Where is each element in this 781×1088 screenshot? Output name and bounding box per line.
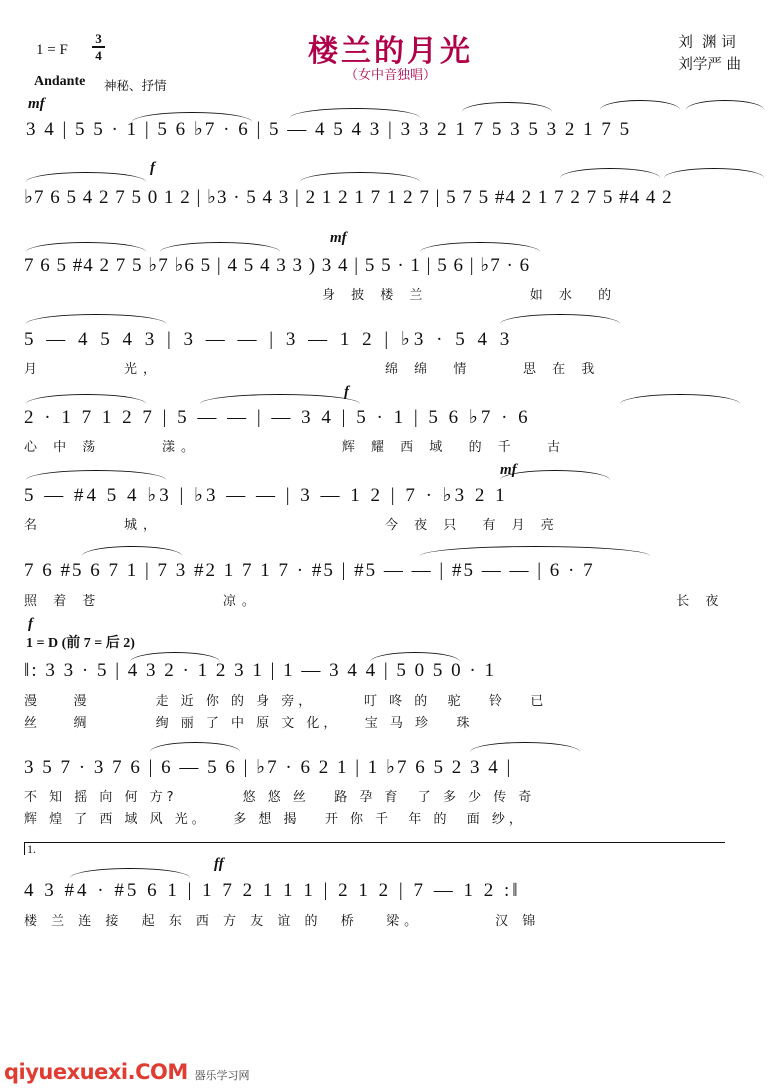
slur bbox=[200, 394, 360, 404]
slur bbox=[26, 314, 166, 324]
slur bbox=[560, 168, 660, 178]
notation-line-10: 4 3 #4 · #5 6 1 | 1 7 2 1 1 1 | 2 1 2 | 7 — 1 2 :‖ bbox=[24, 880, 521, 901]
slur bbox=[82, 546, 182, 556]
slur bbox=[70, 868, 190, 878]
lyrics-line-9-verse2: 辉 煌 了 西 域 风 光。 多 想 揭 开 你 千 年 的 面 纱， bbox=[24, 812, 526, 827]
time-signature-denominator: 4 bbox=[95, 47, 102, 63]
slur bbox=[420, 546, 650, 556]
notation-line-5: 2 · 1 7 1 2 7 | 5 — — | — 3 4 | 5 · 1 | 5 6 ♭7 · 6 bbox=[24, 407, 531, 428]
slur bbox=[300, 172, 420, 182]
watermark-domain: .COM bbox=[127, 1060, 188, 1084]
key-change-marking: 1 = D (前 7 = 后 2) bbox=[26, 636, 135, 651]
song-subtitle: （女中音独唱） bbox=[344, 68, 436, 83]
slur bbox=[620, 394, 740, 404]
expression-marking: 神秘、抒情 bbox=[104, 78, 167, 93]
tempo-marking: Andante bbox=[34, 74, 86, 89]
watermark-brand: qiyuexuexi bbox=[4, 1060, 128, 1084]
dynamic-ff-10: ff bbox=[214, 856, 224, 872]
dynamic-mf-1: mf bbox=[28, 96, 45, 112]
slur bbox=[664, 168, 764, 178]
lyrics-line-10: 楼 兰 连 接 起 东 西 方 友 谊 的 桥 梁。 汉 锦 bbox=[24, 914, 541, 929]
slur bbox=[26, 470, 166, 480]
slur bbox=[26, 172, 146, 182]
dynamic-mf-6: mf bbox=[500, 462, 517, 478]
lyrics-line-9-verse1: 不 知 摇 向 何 方? 悠 悠 丝 路 孕 育 了 多 少 传 奇 bbox=[24, 790, 536, 805]
music-system-10 bbox=[0, 842, 781, 929]
slur bbox=[150, 742, 240, 752]
notation-line-6: 5 — #4 5 4 ♭3 | ♭3 — — | 3 — 1 2 | 7 · ♭3 2 1 bbox=[24, 485, 508, 506]
dynamic-f-2: f bbox=[150, 160, 155, 176]
music-system-8 bbox=[0, 616, 781, 731]
slur bbox=[26, 394, 146, 404]
notation-line-9: 3 5 7 · 3 7 6 | 6 — 5 6 | ♭7 · 6 2 1 | 1 ♭7 6 5 2 3 4 | bbox=[24, 757, 513, 778]
music-system-4 bbox=[0, 306, 781, 382]
slur bbox=[290, 108, 420, 118]
score-header bbox=[0, 0, 781, 96]
lyrics-line-7: 照 着 苍 凉。 长 夜 bbox=[24, 594, 725, 609]
slur bbox=[470, 742, 580, 752]
slur bbox=[500, 314, 620, 324]
music-system-3 bbox=[0, 228, 781, 306]
dynamic-f-5: f bbox=[344, 384, 349, 400]
credits bbox=[678, 32, 741, 77]
lyrics-line-5: 心 中 荡 漾。 辉 耀 西 域 的 千 古 bbox=[24, 440, 567, 455]
dynamic-f-8: f bbox=[28, 616, 33, 632]
lyrics-line-6: 名 城， 今 夜 只 有 月 亮 bbox=[24, 518, 560, 533]
lyrics-line-8-verse2: 丝 绸 绚 丽 了 中 原 文 化， 宝 马 珍 珠 bbox=[24, 716, 474, 731]
watermark-tagline: 器乐学习网 bbox=[194, 1069, 250, 1082]
lyricist-credit: 刘 渊 词 bbox=[678, 35, 736, 51]
music-system-1 bbox=[0, 96, 781, 158]
notation-line-3: 7 6 5 #4 2 7 5 ♭7 ♭6 5 | 4 5 4 3 3 ) 3 4 | 5 5 · 1 | 5 6 | ♭7 · 6 bbox=[24, 255, 531, 276]
first-ending-line bbox=[24, 842, 725, 855]
song-title: 楼兰的月光 bbox=[308, 34, 473, 69]
slur bbox=[462, 102, 552, 112]
lyrics-line-4: 月 光， 绵 绵 情 思 在 我 bbox=[24, 362, 601, 377]
music-system-7 bbox=[0, 536, 781, 616]
site-watermark bbox=[4, 1060, 250, 1084]
notation-line-1: 3 4 | 5 5 · 1 | 5 6 ♭7 · 6 | 5 — 4 5 4 3 | 3 3 2 1 7 5 3 5 3 2 1 7 5 bbox=[26, 119, 632, 140]
notation-line-7: 7 6 #5 6 7 1 | 7 3 #2 1 7 1 7 · #5 | #5 — — | #5 — — | 6 · 7 bbox=[24, 560, 595, 581]
music-system-9 bbox=[0, 736, 781, 836]
music-system-5 bbox=[0, 382, 781, 460]
key-signature: 1 = F bbox=[36, 42, 68, 58]
notation-line-8: ‖: 3 3 · 5 | 4 3 2 · 1 2 3 1 | 1 — 3 4 4 | 5 0 5 0 · 1 bbox=[24, 660, 497, 681]
music-system-2 bbox=[0, 158, 781, 228]
slur bbox=[160, 242, 280, 252]
notation-line-4: 5 — 4 5 4 3 | 3 — — | 3 — 1 2 | ♭3 · 5 4 3 bbox=[24, 329, 514, 350]
slur bbox=[26, 242, 146, 252]
slur bbox=[600, 100, 680, 110]
time-signature-numerator: 3 bbox=[95, 31, 102, 46]
notation-line-2: ♭7 6 5 4 2 7 5 0 1 2 | ♭3 · 5 4 3 | 2 1 2 1 7 1 2 7 | 5 7 5 #4 2 1 7 2 7 5 #4 4 2 bbox=[24, 187, 673, 208]
dynamic-mf-3: mf bbox=[330, 230, 347, 246]
music-system-6 bbox=[0, 460, 781, 536]
lyrics-line-3: 身 披 楼 兰 如 水 的 bbox=[322, 288, 618, 303]
composer-credit: 刘学严 曲 bbox=[678, 57, 741, 74]
first-ending-label: 1. bbox=[27, 842, 36, 856]
lyrics-line-8-verse1: 漫 漫 走 近 你 的 身 旁， 叮 咚 的 驼 铃 已 bbox=[24, 694, 548, 709]
slur bbox=[420, 242, 540, 252]
slur bbox=[686, 100, 764, 110]
